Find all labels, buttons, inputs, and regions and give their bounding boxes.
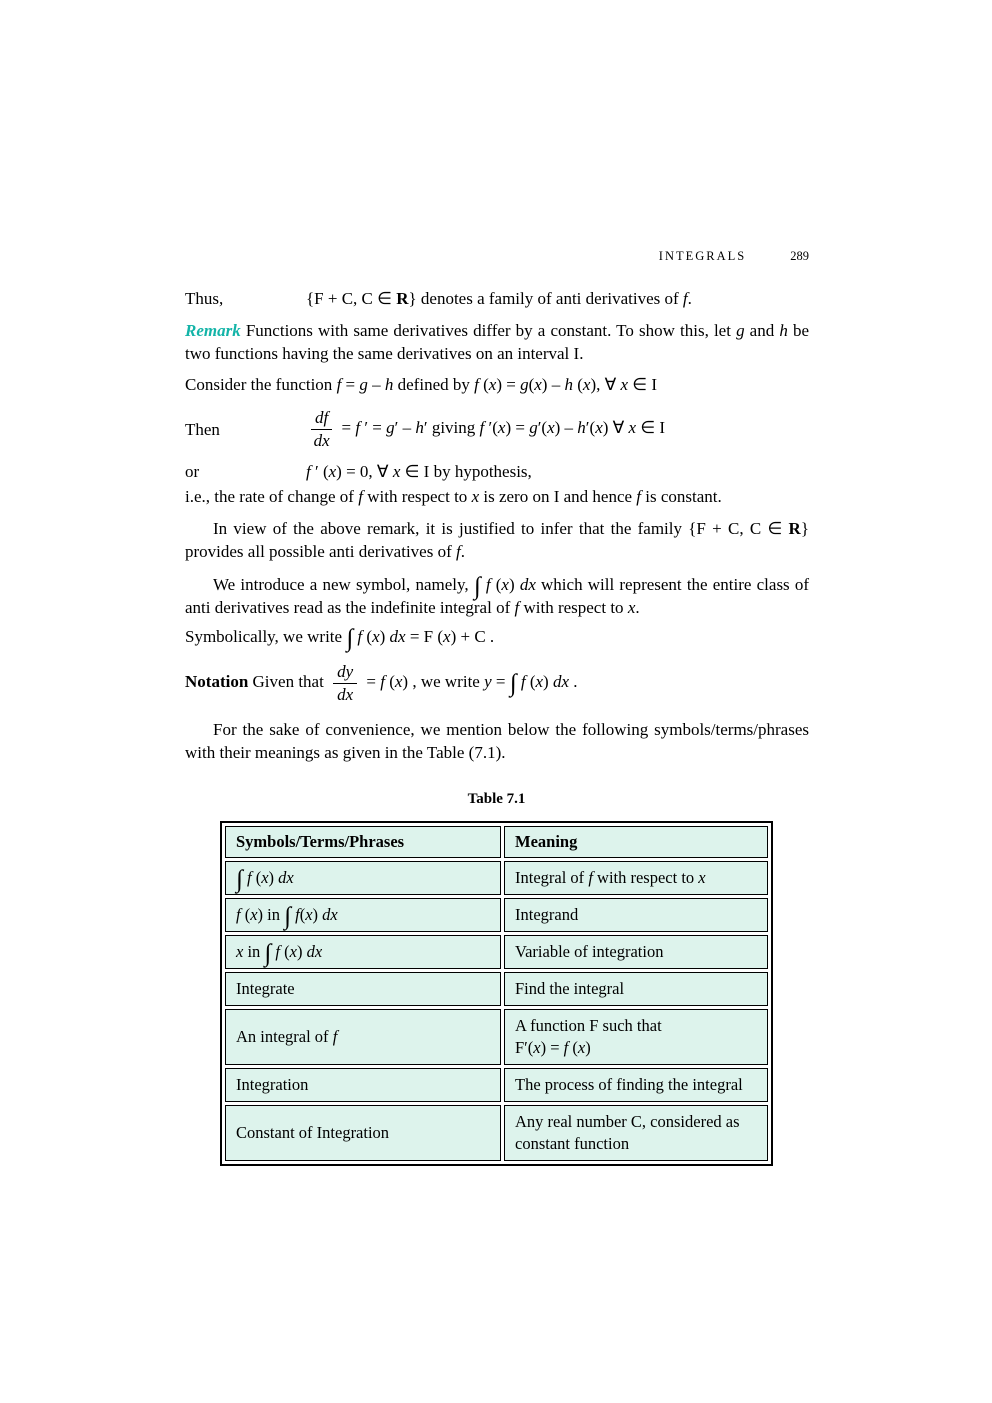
chapter-title: INTEGRALS <box>658 249 747 263</box>
table-title: Table 7.1 <box>467 791 526 808</box>
table-7-1 <box>220 821 773 1166</box>
equation-or <box>185 460 809 483</box>
column-header-symbols: Symbols/Terms/Phrases <box>225 826 501 858</box>
line-text-thus: {F + C, C ∈ R} denotes a family of anti derivatives of f. <box>306 289 692 308</box>
line-label-thus: Thus, <box>185 289 224 308</box>
fraction: $\frac{df}{dx}$ <box>311 408 332 450</box>
column-header-meaning: Meaning <box>504 826 768 858</box>
table-row <box>225 1009 768 1065</box>
cell-symbol: Integration <box>225 1068 501 1102</box>
paragraph-introduce: We introduce a new symbol, namely, ∫ f (x) dx which will represent the entire class of anti derivatives read as the indefinite integral of f with respect to x. <box>185 573 810 618</box>
paragraph-symbolically: Symbolically, we write ∫ f (x) dx = F (x) + C . <box>185 625 495 653</box>
cell-meaning: Find the integral <box>504 972 768 1006</box>
paragraph-notation: Notation Given that $\frac{dy}{dx}$ = f (x) , we write y = ∫ f (x) dx . <box>185 662 578 704</box>
line-label-then: Then <box>185 419 220 439</box>
content <box>185 287 809 1166</box>
cell-meaning: Variable of integration <box>504 935 768 969</box>
paragraph-remark: Remark Functions with same derivatives differ by a constant. To show this, let g and h be two functions having the same derivatives on an interval I. <box>185 321 810 363</box>
cell-meaning: Integral of f with respect to x <box>504 861 768 895</box>
paragraph-ie: i.e., the rate of change of f with respect to x is zero on I and hence f is constant. <box>185 487 722 507</box>
line-label-or: or <box>185 462 200 482</box>
paragraph-consider: Consider the function f = g – h defined by f (x) = g(x) – h (x), ∀ x ∈ I <box>185 375 658 394</box>
cell-symbol: f (x) in ∫ f(x) dx <box>225 898 501 932</box>
table-row <box>225 935 768 969</box>
equation-then <box>185 408 809 450</box>
cell-meaning: The process of finding the integral <box>504 1068 768 1102</box>
paragraph-forsake: For the sake of convenience, we mention below the following symbols/terms/phrases with their meanings as given in the Table (7.1). <box>185 720 809 763</box>
cell-symbol: Integrate <box>225 972 501 1006</box>
table-header-row <box>225 826 768 858</box>
cell-symbol: ∫ f (x) dx <box>225 861 501 895</box>
fraction: $\frac{dy}{dx}$ <box>333 662 357 704</box>
equation-text-or: f ′ (x) = 0, ∀ x ∈ I by hypothesis, <box>306 462 532 482</box>
table-row <box>225 972 768 1006</box>
paragraph-thus <box>185 287 809 310</box>
table-row <box>225 1105 768 1161</box>
paragraph-inview: In view of the above remark, it is justified to infer that the family {F + C, C ∈ R} provides all possible anti derivatives of f. <box>185 519 809 562</box>
table-row <box>225 861 768 895</box>
running-header <box>185 249 809 264</box>
cell-symbol: An integral of f <box>225 1009 501 1065</box>
cell-meaning: Any real number C, considered as constant function <box>504 1105 768 1161</box>
table-row <box>225 898 768 932</box>
table-row <box>225 1068 768 1102</box>
equation-text-then: $\frac{df}{dx}$ = f ′ = g′ – h′ giving f ′(x) = g′(x) – h′(x) ∀ x ∈ I <box>306 408 809 450</box>
cell-symbol: x in ∫ f (x) dx <box>225 935 501 969</box>
cell-meaning: Integrand <box>504 898 768 932</box>
cell-symbol: Constant of Integration <box>225 1105 501 1161</box>
cell-meaning: A function F such that F′(x) = f (x) <box>504 1009 768 1065</box>
page-number: 289 <box>790 249 809 263</box>
